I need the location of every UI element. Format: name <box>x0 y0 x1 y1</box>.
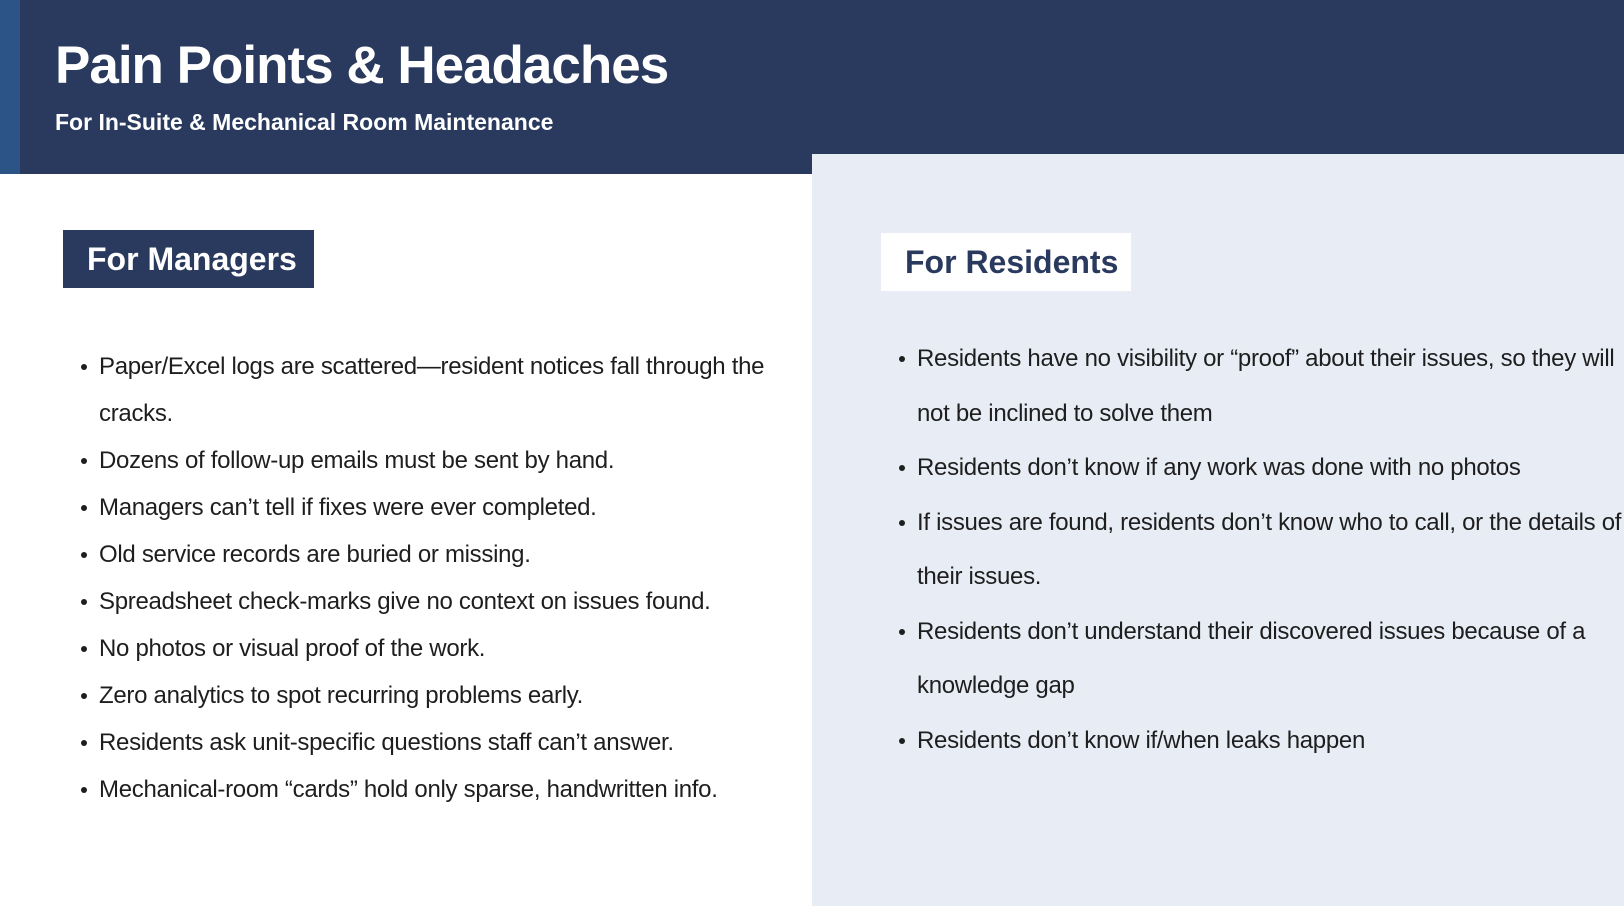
residents-heading: For Residents <box>881 233 1131 291</box>
list-item: Residents have no visibility or “proof” about their issues, so they will not be inclined to solve them <box>917 332 1624 441</box>
list-item: Mechanical-room “cards” hold only sparse, handwritten info. <box>99 766 799 813</box>
list-item: Old service records are buried or missing. <box>99 531 799 578</box>
list-item: Residents don’t know if any work was done with no photos <box>917 441 1624 496</box>
list-item: Residents ask unit-specific questions staff can’t answer. <box>99 719 799 766</box>
list-item: No photos or visual proof of the work. <box>99 625 799 672</box>
list-item: If issues are found, residents don’t know who to call, or the details of their issues. <box>917 496 1624 605</box>
page-subtitle: For In-Suite & Mechanical Room Maintenance <box>55 109 554 135</box>
page-title: Pain Points & Headaches <box>55 36 669 95</box>
list-item: Zero analytics to spot recurring problems early. <box>99 672 799 719</box>
managers-list <box>63 343 799 813</box>
list-item: Spreadsheet check-marks give no context on issues found. <box>99 578 799 625</box>
list-item: Paper/Excel logs are scattered—resident notices fall through the cracks. <box>99 343 799 437</box>
list-item: Dozens of follow-up emails must be sent by hand. <box>99 437 799 484</box>
list-item: Managers can’t tell if fixes were ever completed. <box>99 484 799 531</box>
header-accent-bar <box>0 0 20 174</box>
managers-heading: For Managers <box>63 230 314 288</box>
list-item: Residents don’t know if/when leaks happen <box>917 714 1624 769</box>
header-banner <box>0 0 1624 174</box>
residents-list <box>881 332 1624 768</box>
list-item: Residents don’t understand their discovered issues because of a knowledge gap <box>917 605 1624 714</box>
